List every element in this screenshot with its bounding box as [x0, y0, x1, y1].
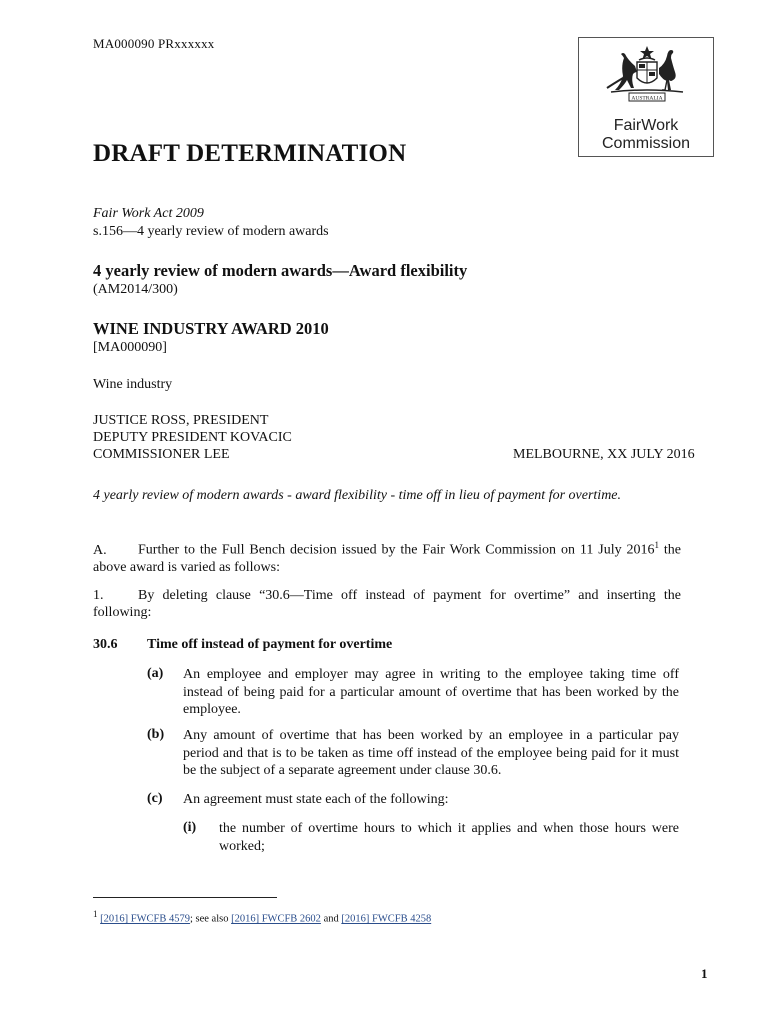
footnote-text: ; see also	[189, 913, 232, 925]
award-name: WINE INDUSTRY AWARD 2010	[93, 319, 329, 338]
footnote-link[interactable]: [2016] FWCFB 4579	[100, 913, 190, 925]
logo-text-commission: Commission	[601, 135, 690, 152]
paragraph-a-text: Further to the Full Bench decision issued by the Fair Work Commission on 11 July 2016	[138, 542, 655, 558]
paragraph-a	[93, 537, 681, 576]
logo-text-fairwork: FairWork	[613, 117, 679, 134]
paragraph-a-label: A.	[93, 542, 107, 558]
footnote-separator	[93, 897, 277, 898]
clause-heading: Time off instead of payment for overtime	[147, 637, 393, 652]
place-and-date: MELBOURNE, XX JULY 2016	[513, 447, 695, 462]
footnote	[93, 909, 431, 925]
paragraph-a-text-continued: the above award is varied as follows:	[93, 542, 681, 575]
document-title: DRAFT DETERMINATION	[93, 140, 407, 167]
bench-member: DEPUTY PRESIDENT KOVACIC	[93, 430, 292, 445]
footnote-link[interactable]: [2016] FWCFB 2602	[231, 913, 321, 925]
clause-item-text: Any amount of overtime that has been worked by an employee in a particular pay period and that is to be taken as time off instead of the employee being paid for it must be the subject of a separate agreement under clause 30.6.	[183, 728, 679, 778]
document-reference: MA000090 PRxxxxxx	[93, 36, 215, 51]
clause-item-text: An employee and employer may agree in writing to the employee taking time off instead of being paid for a particular amount of overtime that has been worked by the employee.	[183, 667, 679, 717]
clause-item-label: (c)	[147, 791, 163, 806]
footnote-marker[interactable]: 1	[654, 540, 659, 550]
catchwords: 4 yearly review of modern awards - award flexibility - time off in lieu of payment for overtime.	[93, 488, 622, 503]
clause-item-text: An agreement must state each of the following:	[183, 792, 449, 807]
subclause-item-text: the number of overtime hours to which it applies and when those hours were worked;	[219, 821, 679, 854]
paragraph-1	[93, 587, 681, 621]
clause-number: 30.6	[93, 637, 118, 652]
fair-work-commission-logo	[578, 37, 714, 157]
award-code: [MA000090]	[93, 340, 167, 355]
footnote-text: and	[320, 913, 342, 925]
page-number: 1	[701, 966, 708, 981]
subclause-item-label: (i)	[183, 820, 197, 835]
act-name: Fair Work Act 2009	[93, 206, 204, 221]
clause-item-label: (b)	[147, 727, 165, 742]
coat-of-arms-icon	[601, 44, 693, 106]
matter-code: (AM2014/300)	[93, 282, 178, 297]
industry: Wine industry	[93, 377, 173, 392]
bench-member: COMMISSIONER LEE	[93, 447, 230, 462]
footnote-link[interactable]: [2016] FWCFB 4258	[341, 913, 432, 925]
paragraph-1-text: By deleting clause “30.6—Time off instead of payment for overtime” and inserting the following:	[93, 588, 681, 620]
crest-scroll-text: AUSTRALIA	[631, 95, 663, 102]
act-section: s.156—4 yearly review of modern awards	[93, 224, 329, 239]
clause-item-label: (a)	[147, 666, 164, 681]
bench-member: JUSTICE ROSS, PRESIDENT	[93, 413, 269, 428]
footnote-number: 1	[93, 909, 98, 919]
paragraph-1-label: 1.	[93, 588, 104, 603]
matter-heading: 4 yearly review of modern awards—Award flexibility	[93, 261, 468, 280]
